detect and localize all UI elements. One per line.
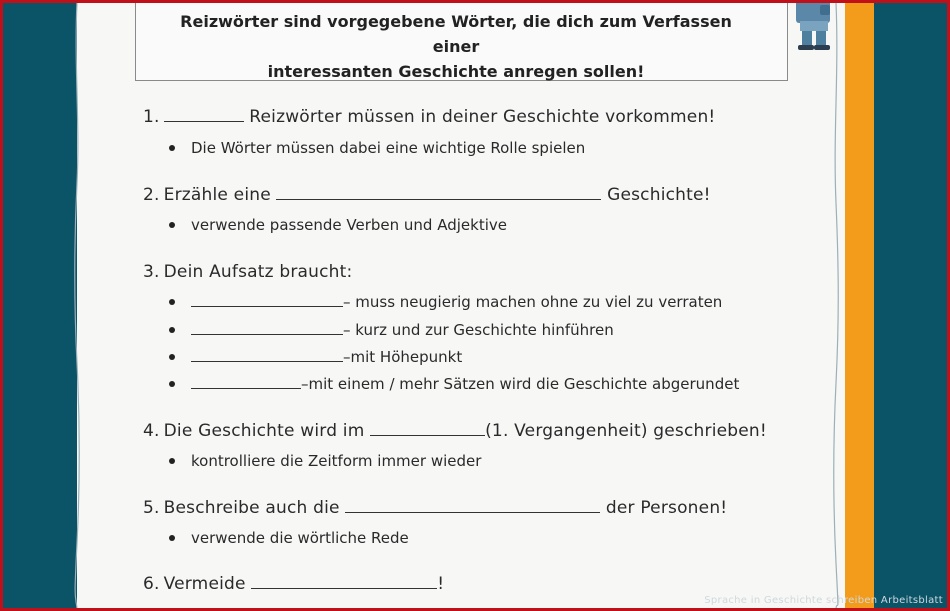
item-text: Die Geschichte wird im bbox=[163, 421, 365, 441]
bullet-icon bbox=[169, 222, 175, 228]
orange-stripe bbox=[845, 3, 874, 608]
blank-line[interactable] bbox=[251, 574, 437, 589]
bullet-icon bbox=[169, 145, 175, 151]
bullet-icon bbox=[169, 458, 175, 464]
blank-line[interactable] bbox=[191, 294, 343, 307]
blank-line[interactable] bbox=[345, 498, 600, 513]
item-number: 1. bbox=[143, 107, 160, 127]
item-number: 2. bbox=[143, 185, 160, 205]
blank-line[interactable] bbox=[191, 322, 343, 335]
item-text-end: Geschichte! bbox=[607, 185, 711, 205]
bullet-icon bbox=[169, 381, 175, 387]
item-text: Vermeide bbox=[163, 574, 246, 594]
item-4 bbox=[143, 421, 767, 441]
item-text: Reizwörter müssen in deiner Geschichte vorkommen! bbox=[249, 107, 716, 127]
right-wavy-border bbox=[830, 3, 842, 608]
item-number: 6. bbox=[143, 574, 160, 594]
item-number: 3. bbox=[143, 262, 160, 282]
bullet-icon bbox=[169, 327, 175, 333]
item-3-sub-4: –mit einem / mehr Sätzen wird die Geschichte abgerundet bbox=[169, 375, 739, 393]
item-1 bbox=[143, 107, 715, 127]
info-line-2: interessanten Geschichte anregen sollen! bbox=[267, 62, 645, 81]
item-3-sub-1: – muss neugierig machen ohne zu viel zu verraten bbox=[169, 293, 722, 311]
item-number: 4. bbox=[143, 421, 160, 441]
item-4-bullet: kontrolliere die Zeitform immer wieder bbox=[169, 452, 481, 470]
info-box bbox=[135, 3, 788, 81]
blank-line[interactable] bbox=[276, 185, 601, 200]
left-wavy-border bbox=[71, 3, 83, 608]
item-text-end: ! bbox=[437, 574, 445, 594]
blank-line[interactable] bbox=[164, 107, 244, 122]
item-6 bbox=[143, 574, 444, 594]
page-frame bbox=[3, 3, 947, 608]
item-5-bullet: verwende die wörtliche Rede bbox=[169, 529, 409, 547]
item-text-end: (1. Vergangenheit) geschrieben! bbox=[485, 421, 767, 441]
bullet-icon bbox=[169, 535, 175, 541]
bullet-icon bbox=[169, 354, 175, 360]
item-2 bbox=[143, 185, 711, 205]
info-line-1: Reizwörter sind vorgegebene Wörter, die dich zum Verfassen einer bbox=[180, 12, 732, 56]
item-3-sub-3: –mit Höhepunkt bbox=[169, 348, 462, 366]
worksheet bbox=[77, 3, 845, 608]
item-text: Beschreibe auch die bbox=[163, 498, 340, 518]
item-3-sub-2: – kurz und zur Geschichte hinführen bbox=[169, 321, 614, 339]
item-number: 5. bbox=[143, 498, 160, 518]
bullet-icon bbox=[169, 299, 175, 305]
item-text-end: der Personen! bbox=[605, 498, 728, 518]
blank-line[interactable] bbox=[191, 349, 343, 362]
info-text bbox=[156, 9, 756, 84]
item-2-bullet: verwende passende Verben und Adjektive bbox=[169, 216, 507, 234]
item-3 bbox=[143, 262, 352, 282]
student-figure-icon bbox=[790, 3, 838, 51]
item-text: Erzähle eine bbox=[163, 185, 271, 205]
blank-line[interactable] bbox=[191, 376, 301, 389]
item-1-bullet: Die Wörter müssen dabei eine wichtige Rolle spielen bbox=[169, 139, 585, 157]
item-text: Dein Aufsatz braucht: bbox=[163, 262, 353, 282]
watermark: Sprache in Geschichte schreiben Arbeitsblatt bbox=[704, 595, 943, 606]
item-5 bbox=[143, 498, 727, 518]
blank-line[interactable] bbox=[370, 421, 485, 436]
